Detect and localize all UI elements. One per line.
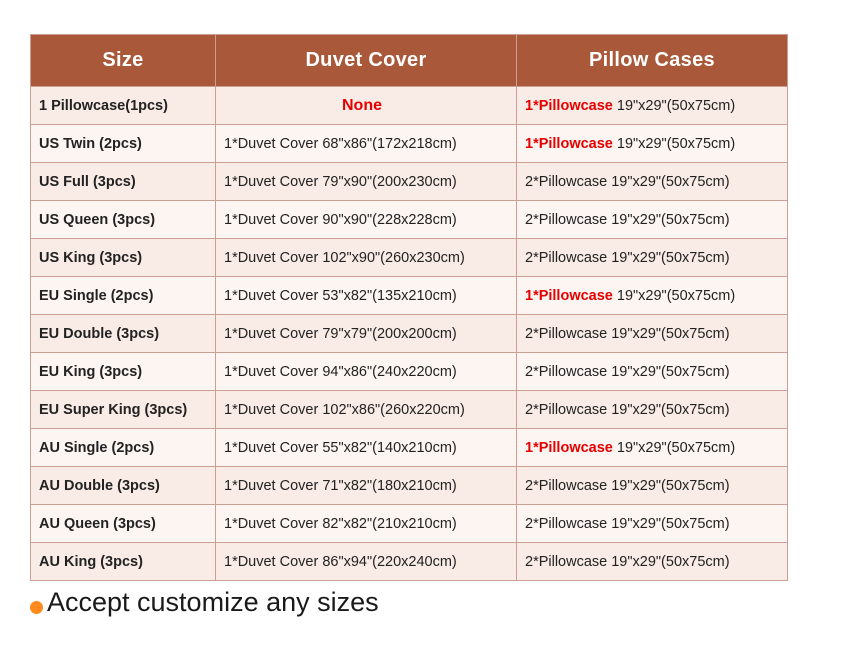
table-row bbox=[31, 353, 788, 391]
size-chart-table-wrap bbox=[30, 34, 760, 581]
cell-pillow-cases bbox=[517, 201, 788, 239]
pillow-dimensions-label: 19"x29"(50x75cm) bbox=[607, 325, 730, 342]
size-chart-table bbox=[30, 34, 788, 581]
pillow-count-label: 2*Pillowcase bbox=[525, 211, 608, 228]
cell-pillow-cases bbox=[517, 239, 788, 277]
cell-size: AU Queen (3pcs) bbox=[31, 505, 216, 543]
table-row bbox=[31, 391, 788, 429]
cell-pillow-cases bbox=[517, 505, 788, 543]
column-header-duvet-cover: Duvet Cover bbox=[216, 35, 517, 87]
pillow-dimensions-label: 19"x29"(50x75cm) bbox=[607, 173, 730, 190]
cell-duvet-cover: 1*Duvet Cover 94"x86"(240x220cm) bbox=[216, 353, 517, 391]
pillow-count-label: 1*Pillowcase bbox=[525, 97, 613, 114]
table-row bbox=[31, 315, 788, 353]
pillow-dimensions-label: 19"x29"(50x75cm) bbox=[612, 135, 736, 152]
cell-duvet-cover: 1*Duvet Cover 102"x86"(260x220cm) bbox=[216, 391, 517, 429]
cell-size: US Twin (2pcs) bbox=[31, 125, 216, 163]
table-head bbox=[31, 35, 788, 87]
pillow-count-label: 2*Pillowcase bbox=[525, 477, 608, 494]
cell-size: AU Double (3pcs) bbox=[31, 467, 216, 505]
pillow-dimensions-label: 19"x29"(50x75cm) bbox=[607, 553, 730, 570]
pillow-dimensions-label: 19"x29"(50x75cm) bbox=[607, 363, 730, 380]
pillow-dimensions-label: 19"x29"(50x75cm) bbox=[612, 439, 736, 456]
cell-size: 1 Pillowcase(1pcs) bbox=[31, 87, 216, 125]
cell-size: US King (3pcs) bbox=[31, 239, 216, 277]
pillow-dimensions-label: 19"x29"(50x75cm) bbox=[607, 249, 730, 266]
cell-pillow-cases bbox=[517, 315, 788, 353]
pillow-count-label: 2*Pillowcase bbox=[525, 249, 608, 266]
cell-size: EU Super King (3pcs) bbox=[31, 391, 216, 429]
pillow-dimensions-label: 19"x29"(50x75cm) bbox=[612, 287, 736, 304]
pillow-dimensions-label: 19"x29"(50x75cm) bbox=[607, 477, 730, 494]
pillow-count-label: 2*Pillowcase bbox=[525, 515, 608, 532]
cell-duvet-cover: 1*Duvet Cover 102"x90"(260x230cm) bbox=[216, 239, 517, 277]
table-row bbox=[31, 163, 788, 201]
cell-size: US Full (3pcs) bbox=[31, 163, 216, 201]
cell-pillow-cases bbox=[517, 163, 788, 201]
pillow-count-label: 1*Pillowcase bbox=[525, 287, 613, 304]
cell-pillow-cases bbox=[517, 467, 788, 505]
cell-pillow-cases bbox=[517, 125, 788, 163]
cell-duvet-cover: 1*Duvet Cover 86"x94"(220x240cm) bbox=[216, 543, 517, 581]
table-row bbox=[31, 467, 788, 505]
pillow-count-label: 1*Pillowcase bbox=[525, 439, 613, 456]
column-header-size: Size bbox=[31, 35, 216, 87]
cell-pillow-cases bbox=[517, 277, 788, 315]
cell-pillow-cases bbox=[517, 391, 788, 429]
cell-duvet-cover: 1*Duvet Cover 90"x90"(228x228cm) bbox=[216, 201, 517, 239]
cell-duvet-cover: 1*Duvet Cover 82"x82"(210x210cm) bbox=[216, 505, 517, 543]
pillow-count-label: 2*Pillowcase bbox=[525, 325, 608, 342]
table-header-row bbox=[31, 35, 788, 87]
pillow-count-label: 1*Pillowcase bbox=[525, 135, 613, 152]
pillow-dimensions-label: 19"x29"(50x75cm) bbox=[612, 97, 736, 114]
table-row bbox=[31, 87, 788, 125]
table-row bbox=[31, 239, 788, 277]
cell-size: EU King (3pcs) bbox=[31, 353, 216, 391]
cell-duvet-cover: 1*Duvet Cover 79"x79"(200x200cm) bbox=[216, 315, 517, 353]
cell-size: EU Double (3pcs) bbox=[31, 315, 216, 353]
cell-size: AU Single (2pcs) bbox=[31, 429, 216, 467]
column-header-pillow-cases: Pillow Cases bbox=[517, 35, 788, 87]
cell-duvet-cover: 1*Duvet Cover 71"x82"(180x210cm) bbox=[216, 467, 517, 505]
cell-size: EU Single (2pcs) bbox=[31, 277, 216, 315]
cell-duvet-cover: 1*Duvet Cover 55"x82"(140x210cm) bbox=[216, 429, 517, 467]
cell-pillow-cases bbox=[517, 429, 788, 467]
pillow-dimensions-label: 19"x29"(50x75cm) bbox=[607, 401, 730, 418]
cell-size: AU King (3pcs) bbox=[31, 543, 216, 581]
table-row bbox=[31, 505, 788, 543]
pillow-count-label: 2*Pillowcase bbox=[525, 553, 608, 570]
table-body bbox=[31, 87, 788, 581]
pillow-count-label: 2*Pillowcase bbox=[525, 401, 608, 418]
cell-duvet-cover: None bbox=[216, 87, 517, 125]
cell-duvet-cover: 1*Duvet Cover 53"x82"(135x210cm) bbox=[216, 277, 517, 315]
cell-pillow-cases bbox=[517, 87, 788, 125]
pillow-dimensions-label: 19"x29"(50x75cm) bbox=[607, 211, 730, 228]
cell-pillow-cases bbox=[517, 353, 788, 391]
table-row bbox=[31, 125, 788, 163]
footer-note-text: Accept customize any sizes bbox=[47, 587, 379, 617]
table-row bbox=[31, 429, 788, 467]
cell-duvet-cover: 1*Duvet Cover 79"x90"(200x230cm) bbox=[216, 163, 517, 201]
table-row bbox=[31, 201, 788, 239]
pillow-count-label: 2*Pillowcase bbox=[525, 363, 608, 380]
cell-duvet-cover: 1*Duvet Cover 68"x86"(172x218cm) bbox=[216, 125, 517, 163]
pillow-count-label: 2*Pillowcase bbox=[525, 173, 608, 190]
footer-note bbox=[30, 588, 379, 618]
table-row bbox=[31, 277, 788, 315]
orange-dot-icon bbox=[30, 601, 43, 614]
cell-size: US Queen (3pcs) bbox=[31, 201, 216, 239]
pillow-dimensions-label: 19"x29"(50x75cm) bbox=[607, 515, 730, 532]
table-row bbox=[31, 543, 788, 581]
cell-pillow-cases bbox=[517, 543, 788, 581]
